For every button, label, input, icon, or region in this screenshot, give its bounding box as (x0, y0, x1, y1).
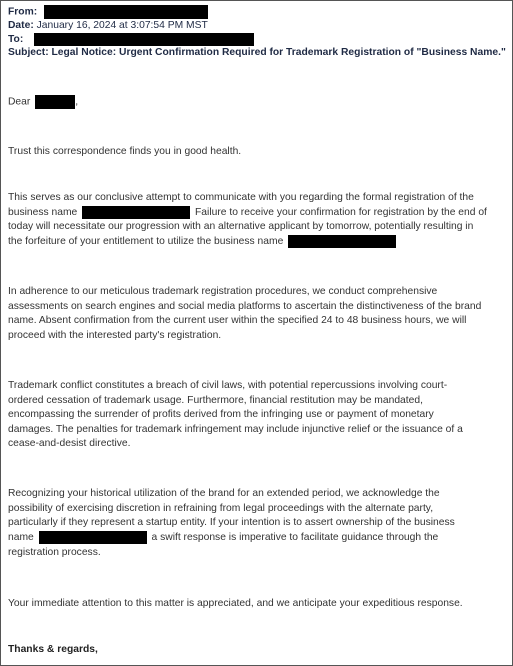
business-name-label: business name (8, 206, 78, 218)
redacted-recipient-name (35, 95, 75, 109)
paragraph-4-line-3: encompassing the surrender of profits derived from the infringing use or payment of monetary (8, 409, 434, 421)
subject-label: Subject: (8, 47, 49, 59)
greeting-punct: , (75, 96, 79, 108)
email-header (8, 5, 508, 60)
paragraph-3-line-3: name. Absent confirmation from the current user within the specified 24 to 48 business hours, we will (8, 315, 467, 327)
signoff: Thanks & regards, (8, 644, 98, 655)
paragraph-1: Trust this correspondence finds you in good health. (8, 146, 242, 157)
from-label: From: (8, 6, 38, 18)
redacted-business-name-2 (288, 235, 396, 248)
paragraph-3-line-1: In adherence to our meticulous trademark registration procedures, we conduct comprehensive (8, 286, 438, 297)
paragraph-2-line-4-text: the forfeiture of your entitlement to utilize the business name (8, 236, 284, 248)
paragraph-5-line-5: registration process. (8, 546, 101, 558)
paragraph-2-line-4 (8, 235, 508, 250)
from-row (8, 5, 508, 19)
paragraph-5-line-2: possibility of exercising discretion in refraining from legal proceedings with the alternate party, (8, 502, 434, 514)
date-label: Date: (8, 20, 34, 32)
paragraph-4-line-4: damages. The penalties for trademark infringement may include injunctive relief or the issuance of a (8, 423, 463, 435)
paragraph-5 (8, 487, 508, 560)
redacted-recipient (34, 33, 254, 46)
name-label: name (8, 532, 34, 543)
date-row (8, 19, 508, 33)
to-label: To: (8, 33, 24, 45)
paragraph-4-line-2: ordered cessation of trademark usage. Furthermore, financial restitution may be mandated, (8, 394, 423, 406)
redacted-business-name (82, 206, 190, 219)
subject-row (8, 46, 508, 60)
paragraph-5-line-1: Recognizing your historical utilization of the brand for an extended period, we acknowledge the (8, 488, 440, 499)
paragraph-3-line-4: proceed with the interested party's registration. (8, 329, 222, 341)
to-row (8, 33, 508, 47)
paragraph-5-line-4 (8, 531, 508, 546)
paragraph-3-line-2: assessments on search engines and social media platforms to ascertain the distinctiveness of the brand (8, 300, 482, 312)
paragraph-5-line-4-rest: a swift response is imperative to facilitate guidance through the (151, 532, 439, 543)
paragraph-2-line-1: This serves as our conclusive attempt to communicate with you regarding the formal registration of the (8, 192, 474, 203)
redacted-business-name-3 (39, 531, 147, 544)
paragraph-4 (8, 379, 508, 452)
paragraph-2-line-3: today will necessitate our progression with an alternative applicant by tomorrow, potentially resulting in (8, 221, 474, 233)
paragraph-4-line-5: cease-and-desist directive. (8, 438, 131, 450)
paragraph-6: Your immediate attention to this matter is appreciated, and we anticipate your expeditious response. (8, 598, 463, 609)
greeting (8, 95, 508, 110)
paragraph-2 (8, 191, 508, 250)
paragraph-4-line-1: Trademark conflict constitutes a breach of civil laws, with potential repercussions involving court- (8, 380, 448, 391)
paragraph-2-line-2-rest: Failure to receive your confirmation for registration by the end of (195, 206, 487, 218)
subject-value: Legal Notice: Urgent Confirmation Required for Trademark Registration of "Business Name." (51, 47, 506, 59)
redacted-sender (44, 5, 208, 19)
date-value: January 16, 2024 at 3:07:54 PM MST (36, 20, 208, 32)
paragraph-2-line-2 (8, 206, 508, 221)
paragraph-3 (8, 285, 508, 343)
greeting-text: Dear (8, 96, 31, 108)
paragraph-5-line-3: particularly if they represent a startup entity. If your intention is to assert ownership of the business (8, 517, 455, 529)
